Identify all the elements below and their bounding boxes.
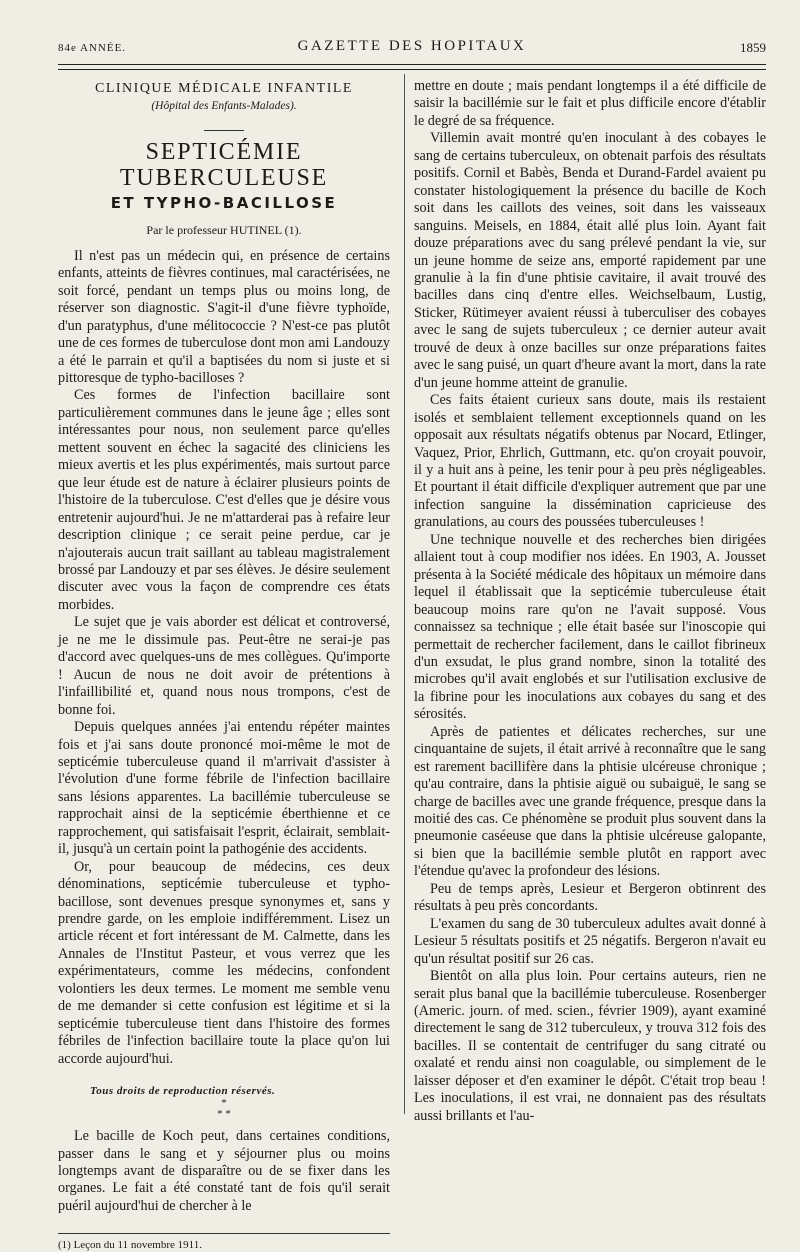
volume-number: 84e ANNÉE. bbox=[58, 42, 127, 54]
footnote-rule bbox=[58, 1233, 390, 1234]
paragraph: Il n'est pas un médecin qui, en présence de certains enfants, atteints de fièvres continues, mal caractérisées, ne soit forcé, pendant un temps plus ou moins long, de réserver son diagnostic. S'agit-il d'une fièvre typhoïde, d'un paratyphus, d'une mélitococcie ? N'est-ce pas plutôt une de ces formes de tuberculose dont mon ami Landouzy a été le parrain et qu'il a baptisées du nom si juste et si pittoresque de typho-bacilloses ? bbox=[58, 247, 390, 386]
paragraph: Or, pour beaucoup de médecins, ces deux dénominations, septicémie tuberculeuse et typho-bacillose, sont devenues presque synonymes et, sans y prendre garde, on les emploie indifféremment. Lisez un article récent et fort intéressant de M. Calmette, dans les Annales de l'Institut Pasteur, et vous verrez que les expérimentateurs, comme les médecins, confondent volontiers les deux termes. Le moment me semble venu de me demander si cette confusion est légitime et si la septicémie tuberculeuse tient dans l'histoire des formes fébriles de l'infection bacillaire toute la place qu'on lui accorde aujourd'hui. bbox=[58, 858, 390, 1067]
right-column bbox=[414, 78, 766, 1125]
paragraph: Peu de temps après, Lesieur et Bergeron obtinrent des résultats à peu près concordants. bbox=[414, 880, 766, 915]
paragraph: Depuis quelques années j'ai entendu répéter maintes fois et j'ai sans doute prononcé moi-même le mot de septicémie tuberculeuse quand il m'arrivait d'assister à l'évolution d'une forme fébrile de l'infection bacillaire sans lésions apparentes. La bacillémie tuberculeuse se rapprochait ainsi de la septicémie éberthienne et ce rapprochement, qui satisfaisait l'esprit, éclairait, semblait-il, jusqu'à un certain point la pathogénie des accidents. bbox=[58, 719, 390, 858]
paragraph: Villemin avait montré qu'en inoculant à des cobayes le sang de certains tuberculeux, on obtenait parfois des résultats positifs. Cornil et Babès, Benda et Durand-Fardel avaient pu constater histologiquement la présence du bacille de Koch soit dans les caillots des veines, soit dans les vaisseaux sanguins. Meisels, en 1884, était allé plus loin. Ayant fait douze préparations avec du sang prélevé pendant la vie, sur un jeune homme de seize ans, emporté rapidement par une granulie à la fin d'une phtisie cavitaire, il avait trouvé des bacilles dans cinq d'entre elles. Weichselbaum, Lustig, Sticker, Rütimeyer avaient réussi à tuberculiser des cobayes avec le sang de sujets tuberculeux ; ce dernier auteur avait trouvé de deux à onze bacilles sur onze préparations faites avec le sang puisé, un quart d'heure avant la mort, dans la rate d'un jeune homme atteint de granulie. bbox=[414, 130, 766, 391]
column-divider bbox=[404, 74, 405, 1114]
paragraph: Bientôt on alla plus loin. Pour certains auteurs, rien ne serait plus banal que la bacillémie tuberculeuse. Rosenberger (Americ. journ. of med. scien., février 1909), ayant examiné directement le sang de 312 tuberculeux, y trouva 312 fois des bacilles. Il se contentait de centrifuger du sang citraté ou oxalaté et rendu ainsi non coagulable, ou simplement de le laisser déposer et d'en examiner le dépôt. C'était trop beau ! Les inoculations, il est vrai, ne donnaient pas des résultats aussi brillants et l'au- bbox=[414, 968, 766, 1124]
article-title: SEPTICÉMIE TUBERCULEUSE bbox=[119, 138, 329, 191]
section-title: CLINIQUE MÉDICALE INFANTILE bbox=[95, 81, 353, 96]
header-rule-top bbox=[58, 64, 766, 65]
journal-title: GAZETTE DES HOPITAUX bbox=[297, 38, 527, 54]
section-break: * * * bbox=[217, 1097, 231, 1121]
paragraph: Une technique nouvelle et des recherches bien dirigées allaient tout à coup modifier nos idées. En 1903, A. Jousset présenta à la Société médicale des hôpitaux un mémoire dans lequel il établissait que la septicémie tuberculeuse était beaucoup moins rare qu'on ne l'avait supposé. Vous connaissez sa technique ; elle était basée sur l'inoscopie qui permettait de rechercher facilement, dans le caillot fibrineux d'un exsudat, le plus grand nombre, sinon la totalité des microbes qu'il avait englobés et sur l'utilisation exclusive de la fibrine pour les inoculations aux cobayes du sang et des sérosités. bbox=[414, 531, 766, 723]
paragraph: Le bacille de Koch peut, dans certaines conditions, passer dans le sang et y séjourner plus ou moins longtemps avant de disparaître ou de se fixer dans les organes. Le fait a été constaté tant de fois qu'il serait puéril aujourd'hui de chercher à le bbox=[58, 1128, 390, 1214]
paragraph: Le sujet que je vais aborder est délicat et controversé, je ne me le dissimule pas. Peut-être ne serai-je pas d'accord avec quelques-uns de mes collègues. Qu'importe ! Aucun de nous ne doit avoir de prétentions à l'infaillibilité et, quand nous nous trompons, c'est de bonne foi. bbox=[58, 614, 390, 718]
paragraph: Après de patientes et délicates recherches, sur une cinquantaine de sujets, il était arrivé à reconnaître que le sang est rarement bacillifère dans la phtisie ulcéreuse chronique ; qu'au contraire, dans la phtisie aiguë ou subaiguë, le sang se charge de bacilles avec une grande fréquence, presque dans la moitié des cas. Ce phénomène se produit plus souvent dans la pneumonie caséeuse que dans la phtisie ulcéreuse galopante, si bien que la bacillémie semble plutôt en rapport avec l'étendue qu'avec la profondeur des lésions. bbox=[414, 723, 766, 880]
footer-notice: Tous droits de reproduction réservés. bbox=[90, 1085, 276, 1097]
left-column bbox=[58, 78, 390, 1252]
article-subtitle: ET TYPHO-BACILLOSE bbox=[110, 193, 338, 212]
footnote: (1) Leçon du 11 novembre 1911. bbox=[58, 1239, 202, 1252]
hospital-name: (Hôpital des Enfants-Malades). bbox=[151, 100, 297, 113]
paragraph: mettre en doute ; mais pendant longtemps il a été difficile de saisir la bacillémie sur le fait et plus difficile encore d'établir le degré de sa fréquence. bbox=[414, 78, 766, 129]
header-rule-bottom bbox=[58, 69, 766, 70]
page-header bbox=[58, 36, 766, 66]
paragraph: Ces faits étaient curieux sans doute, mais ils restaient isolés et semblaient tellement exceptionnels quand on les opposait aux résultats négatifs obtenus par Nocard, Etlinger, Vaquez, Prior, Ehrlich, Guttmann, etc. qu'on croyait pouvoir, il y a huit ans à peine, les tenir pour à peu près négligeables. Et pourtant il était difficile d'expliquer autrement que par une infection sanguine la dissémination capricieuse des granulations, au cours des poussées tuberculeuses ! bbox=[414, 392, 766, 531]
author-byline: Par le professeur HUTINEL (1). bbox=[146, 223, 302, 238]
page-number: 1859 bbox=[740, 40, 766, 55]
paragraph: L'examen du sang de 30 tuberculeux adultes avait donné à Lesieur 5 résultats positifs et 25 négatifs. Bergeron n'avait eu qu'un résultat positif sur 26 cas. bbox=[414, 915, 766, 967]
paragraph: Ces formes de l'infection bacillaire sont particulièrement communes dans le jeune âge ; elles sont intéressantes pour nous, non seulement parce qu'elles mettent souvent en échec la sagacité des cliniciens les mieux avertis et les plus expérimentés, mais surtout parce que leur étude est de nature à éclairer plusieurs points de l'histoire de la tuberculose. C'est d'elles que je désire vous entretenir aujourd'hui. Je ne m'attarderai pas à refaire leur description clinique ; ce serait peine perdue, car je n'ajouterais aucun trait saillant au tableau magistralement brossé par Landouzy et par ses élèves. Je désire seulement discuter avec vous la façon de comprendre ces états morbides. bbox=[58, 387, 390, 613]
title-rule bbox=[204, 130, 244, 131]
